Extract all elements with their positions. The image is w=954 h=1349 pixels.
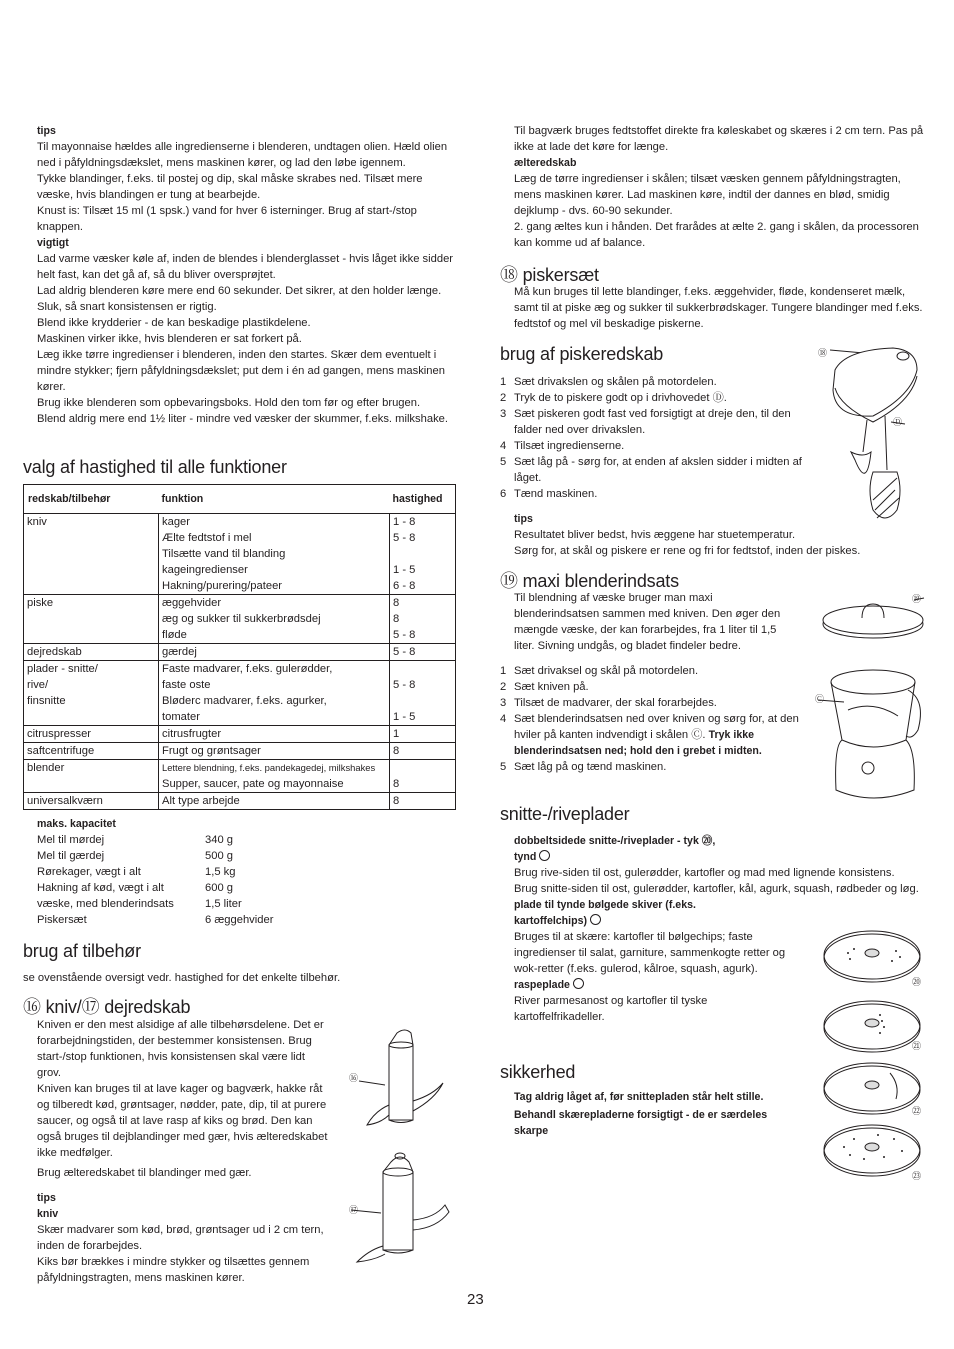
important-paragraph: Blend aldrig mere end 1½ liter - mindre ved væsker der skummer, f.eks. milkshake. xyxy=(37,413,448,425)
tips-paragraph: Til mayonnaise hældes alle ingredienserne i blenderen, undtagen olien. Hæld olien ned i påfyldningsdækslet, mens maskinen kører, og lad den løbe igennem. xyxy=(37,141,448,169)
step-number: 4 xyxy=(500,440,507,452)
cell-line: citrusfrugter xyxy=(162,728,222,740)
step-text: Tænd maskinen. xyxy=(514,488,598,500)
step-text-part: Sæt blenderindsatsen ned over kniven og sørg for, at den hviler på kanten indvendigt i skålen Ⓒ. xyxy=(514,713,799,741)
cell-line: æg og sukker til sukkerbrødsdej xyxy=(162,613,321,625)
table-cell xyxy=(390,743,456,760)
important-paragraph: Lad varme væsker køle af, inden de blendes i blenderglasset - hvis låget ikke sidder helt fast, kan det gå af, så du bliver oversprøjtet. xyxy=(37,253,454,281)
circle-symbol xyxy=(539,850,550,861)
cell-line: 1 - 8 xyxy=(393,516,416,528)
step-number: 3 xyxy=(500,408,507,420)
table-cell xyxy=(390,760,456,793)
step-number: 5 xyxy=(500,761,507,773)
cell-line: Frugt og grøntsager xyxy=(162,745,261,757)
cell-line: 5 - 8 xyxy=(393,646,416,658)
whisk-paragraph: Må kun bruges til lette blandinger, f.eks. æggehvider, fløde, kondenseret mælk, samt til at piske æg og sukker til sukkerbrødskager. Tungere blandinger med f.eks. fedtstof og mel vil beskadige piskerne. xyxy=(514,286,923,330)
step-item xyxy=(500,695,818,711)
step-number: 5 xyxy=(500,456,507,468)
accessory-heading: brug af tilbehør xyxy=(23,941,141,961)
cell-line: Supper, saucer, pate og mayonnaise xyxy=(162,778,344,790)
label-23: ㉓ xyxy=(912,1171,922,1181)
table-cell xyxy=(390,661,456,726)
page-number: 23 xyxy=(467,1291,484,1308)
table-cell xyxy=(24,743,159,760)
step-number: 2 xyxy=(500,681,507,693)
table-cell xyxy=(24,644,159,661)
blend-paragraph: Til blendning af væske bruger man maxi blenderindsatsen sammen med kniven. Den øger den mængde væske, der kan forarbejdes, fra 1 liter til 1,5 liter. Sivning undgås, og bladet findeler bedre. xyxy=(514,592,781,652)
step-text: Sæt låg på og tænd maskinen. xyxy=(514,761,667,773)
cell-line: 8 xyxy=(393,795,400,807)
safety-heading: sikkerhed xyxy=(500,1062,576,1082)
capacity-row xyxy=(37,864,337,880)
cell-line: kager xyxy=(162,516,190,528)
circle-symbol xyxy=(590,914,601,925)
step-item xyxy=(500,759,818,775)
cell-line: 5 - 8 xyxy=(393,532,416,544)
cell-line xyxy=(393,760,452,776)
table-cell xyxy=(390,726,456,743)
cell-line: 8 xyxy=(393,745,400,757)
speed-table xyxy=(23,484,456,810)
knife-tip: Skær madvarer som kød, brød, grøntsager ud i 2 cm tern, inden de forarbejdes. xyxy=(37,1224,324,1252)
capacity-value: 6 æggehvider xyxy=(205,914,274,926)
slice-plate-title-text: dobbeltsidede snitte-/riveplader - tyk ⑳, xyxy=(514,835,716,847)
label-C: Ⓒ xyxy=(815,694,825,704)
blender-insert-illustration xyxy=(818,590,930,810)
capacity-value: 1,5 liter xyxy=(205,898,242,910)
table-header: hastighed xyxy=(390,485,456,514)
step-item xyxy=(500,438,812,454)
use-whisk-heading: brug af piskeredskab xyxy=(500,344,664,364)
accessory-text: se ovenstående oversigt vedr. hastighed for det enkelte tilbehør. xyxy=(23,972,341,984)
step-number: 2 xyxy=(500,392,507,404)
cell-line: piske xyxy=(27,597,54,609)
capacity-block xyxy=(37,816,337,928)
table-cell xyxy=(24,595,159,644)
capacity-item: Hakning af kød, vægt i alt xyxy=(37,882,164,894)
step-number: 4 xyxy=(500,713,507,725)
whisk-tips-title: tips xyxy=(514,513,533,525)
knife-paragraph: Kniven er den mest alsidige af alle tilbehørsdelene. Det er forarbejdningstiden, der bestemmer konsistensen. Brug start-/stop funktionen, hvis konsistensen skal være lidt grov. xyxy=(37,1019,324,1079)
table-cell xyxy=(390,644,456,661)
table-cell xyxy=(24,726,159,743)
table-cell xyxy=(24,760,159,793)
rasp-plate-title-text: raspeplade xyxy=(514,979,570,991)
cell-line: finsnitte xyxy=(27,695,66,707)
knife-section xyxy=(37,1017,331,1286)
step-text: Sæt låg på - sørg for, at enden af akslen sidder i midten af låget. xyxy=(514,456,802,484)
slicing-plates-illustration xyxy=(820,925,930,1190)
safety-section xyxy=(514,1089,804,1139)
rasp-paragraph: River parmesanost og kartofler til tyske kartoffelfrikadeller. xyxy=(514,995,708,1023)
label-22: ㉒ xyxy=(912,1106,922,1116)
cell-line: faste oste xyxy=(162,679,211,691)
dough-tool-illustration xyxy=(345,1150,455,1285)
knife-tips-subtitle: kniv xyxy=(37,1208,59,1220)
capacity-row xyxy=(37,896,337,912)
cell-line xyxy=(393,546,452,562)
step-text xyxy=(514,711,818,759)
important-title: vigtigt xyxy=(37,237,69,249)
step-text: Sæt kniven på. xyxy=(514,681,589,693)
capacity-row xyxy=(37,848,337,864)
table-cell xyxy=(390,514,456,595)
step-item xyxy=(500,374,812,390)
important-paragraph: Brug ikke blenderen som opbevaringsboks. Hold den tom før og efter brugen. xyxy=(37,397,421,409)
cell-line: rive/ xyxy=(27,679,49,691)
important-paragraph: Læg ikke tørre ingredienser i blenderen, inden den startes. Skær dem eventuelt i mindre stykker; fjern påfyldningsdækslet; put dem i én ad gangen, mens maskinen kører. xyxy=(37,349,445,393)
cell-line: fløde xyxy=(162,629,187,641)
capacity-item: Rørekager, vægt i alt xyxy=(37,866,141,878)
tips-title: tips xyxy=(37,125,56,137)
cell-line xyxy=(393,661,452,677)
capacity-value: 1,5 kg xyxy=(205,866,236,878)
step-warning: Tryk ikke blenderindsatsen ned; hold den i grebet i midten. xyxy=(514,729,762,757)
cell-line: gærdej xyxy=(162,646,197,658)
bake-paragraph: Til bagværk bruges fedtstoffet direkte fra køleskabet og skæres i 2 cm tern. Pas på ikke at lade det køre for længe. xyxy=(514,125,924,153)
left-column xyxy=(37,123,457,427)
step-text: Tilsæt de madvarer, der skal forarbejdes. xyxy=(514,697,717,709)
cell-line: kageingredienser xyxy=(162,564,248,576)
cell-line: Lettere blendning, f.eks. pandekagedej, milkshakes xyxy=(162,762,376,773)
cell-line: 5 - 8 xyxy=(393,679,416,691)
cell-line: 8 xyxy=(393,597,400,609)
cell-line: dejredskab xyxy=(27,646,82,658)
cell-line: Tilsætte vand til blanding xyxy=(162,548,286,560)
table-cell xyxy=(159,644,390,661)
slice-paragraph: Brug rive-siden til ost, gulerødder, kartofler og mad med lignende konsistens. Brug snitte-siden til ost, gulerødder, kartofler, kål, agurk, squash, rødbeder og løg. xyxy=(514,867,919,895)
step-item xyxy=(500,711,818,759)
label-18: ⑱ xyxy=(818,348,828,358)
capacity-item: væske, med blenderindsats xyxy=(37,898,174,910)
table-header: funktion xyxy=(159,485,390,514)
cell-line: tomater xyxy=(162,711,200,723)
cell-line: 6 - 8 xyxy=(393,580,416,592)
table-cell xyxy=(159,514,390,595)
whisk-tip: Resultatet bliver bedst, hvis æggene har stuetemperatur. xyxy=(514,529,796,541)
cell-line: 5 - 8 xyxy=(393,629,416,641)
slice-plate-title xyxy=(514,833,920,849)
important-paragraph: Blend ikke krydderier - de kan beskadige plastikdelene. xyxy=(37,317,311,329)
whisk-steps xyxy=(500,374,812,502)
knife-tips-title: tips xyxy=(37,1192,56,1204)
slice-heading: snitte-/riveplader xyxy=(500,804,630,824)
cell-line: Hakning/purering/pateer xyxy=(162,580,283,592)
table-cell xyxy=(24,793,159,810)
whisk-illustration xyxy=(815,340,930,530)
knife-heading: ⑯ kniv/⑰ dejredskab xyxy=(23,997,191,1017)
label-16: ⑯ xyxy=(349,1073,359,1083)
right-top-block xyxy=(514,123,930,251)
table-cell xyxy=(159,743,390,760)
table-cell xyxy=(24,514,159,595)
capacity-item: Piskersæt xyxy=(37,914,87,926)
step-text: Sæt piskeren godt fast ved forsigtigt at dreje den, til den falder ned over drivakslen. xyxy=(514,408,791,436)
table-row xyxy=(24,760,456,793)
step-text: Sæt drivaksel og skål på motordelen. xyxy=(514,665,699,677)
tips-paragraph: Knust is: Tilsæt 15 ml (1 spsk.) vand for hver 6 isterninger. Brug af start-/stop knappen. xyxy=(37,205,417,233)
label-17: ⑰ xyxy=(349,1205,359,1215)
whisk-heading: ⑱ piskersæt xyxy=(500,265,599,285)
important-paragraph: Maskinen virker ikke, hvis blenderen er sat forkert på. xyxy=(37,333,302,345)
wave-paragraph: Bruges til at skære: kartofler til bølgechips; faste ingredienser til salat, garniture, sammenkogte retter og wok-retter (f.eks. gulerod, kålroe, squash, agurk). xyxy=(514,931,786,975)
capacity-value: 340 g xyxy=(205,834,233,846)
cell-line: 8 xyxy=(393,613,400,625)
capacity-value: 600 g xyxy=(205,882,233,894)
table-cell xyxy=(159,726,390,743)
capacity-item: Mel til gærdej xyxy=(37,850,105,862)
table-row xyxy=(24,793,456,810)
step-item xyxy=(500,406,812,438)
safety-warning: Behandl skærepladerne forsigtigt - de er særdeles skarpe xyxy=(514,1109,768,1137)
table-cell xyxy=(390,595,456,644)
cell-line: Bløderc madvarer, f.eks. agurker, xyxy=(162,695,327,707)
cell-line: æggehvider xyxy=(162,597,222,609)
capacity-item: Mel til mørdej xyxy=(37,834,105,846)
cell-line: universalkværn xyxy=(27,795,103,807)
table-row xyxy=(24,726,456,743)
speed-heading: valg af hastighed til alle funktioner xyxy=(23,457,287,477)
capacity-row xyxy=(37,880,337,896)
cell-line: kniv xyxy=(27,516,47,528)
step-number: 1 xyxy=(500,665,507,677)
table-row xyxy=(24,661,456,726)
cell-line: 8 xyxy=(393,778,400,790)
cell-line: plader - snitte/ xyxy=(27,663,98,675)
tips-paragraph: Tykke blandinger, f.eks. til postej og dip, skal måske skrabes ned. Tilsæt mere væske, hvis blandingen er tung at bearbejde. xyxy=(37,173,423,201)
step-text: Tryk de to piskere godt op i drivhovedet Ⓓ. xyxy=(514,392,727,404)
blend-steps xyxy=(500,663,818,775)
dough-paragraph: Læg de tørre ingredienser i skålen; tilsæt væsken gennem påfyldningstragten, mens maskinen kører. Lad maskinen køre, indtil der dannes en blød, smidig dejklump - dvs. 60-90 sekunder. xyxy=(514,173,901,217)
circle-symbol xyxy=(573,978,584,989)
blend-heading: ⑲ maxi blenderindsats xyxy=(500,571,679,591)
capacity-row xyxy=(37,832,337,848)
step-text: Tilsæt ingredienserne. xyxy=(514,440,625,452)
dough-title: ælteredskab xyxy=(514,157,577,169)
step-item xyxy=(500,663,818,679)
capacity-title: maks. kapacitet xyxy=(37,818,116,830)
cell-line: Alt type arbejde xyxy=(162,795,240,807)
cell-line: saftcentrifuge xyxy=(27,745,95,757)
cell-line: Ælte fedtstof i mel xyxy=(162,532,252,544)
knife-tip: Kiks bør brækkes i mindre stykker og tilsættes gennem påfyldningstragten, mens maskinen kører. xyxy=(37,1256,310,1284)
step-item xyxy=(500,454,812,486)
table-row xyxy=(24,595,456,644)
step-number: 6 xyxy=(500,488,507,500)
capacity-row xyxy=(37,912,337,928)
important-paragraph: Lad aldrig blenderen køre mere end 60 sekunder. Det sikrer, at den holder længe. Sluk, så snart konsistensen er rigtig. xyxy=(37,285,442,313)
table-cell xyxy=(159,595,390,644)
table-cell xyxy=(159,760,390,793)
wave-plate-title-text: plade til tynde bølgede skiver (f.eks. kartoffelchips) xyxy=(514,899,696,927)
cell-line xyxy=(393,693,452,709)
cell-line: 1 - 5 xyxy=(393,711,416,723)
table-cell xyxy=(159,661,390,726)
safety-warning: Tag aldrig låget af, før snittepladen står helt stille. xyxy=(514,1091,764,1103)
table-header: redskab/tilbehør xyxy=(24,485,159,514)
table-row xyxy=(24,743,456,760)
whisk-tip: Sørg for, at skål og piskere er rene og fri for fedtstof, inden der piskes. xyxy=(514,545,861,557)
knife-paragraph: Kniven kan bruges til at lave kager og bagværk, hakke råt og tilberedt kød, grøntsager, nødder, pate, dip, til at purere saucer, og også til at lave rasp af kiks og brød. Den kan også bruges til dejblandinger med gær, hvis ælteredskabet ikke medfølger. xyxy=(37,1083,328,1159)
step-text: Sæt drivakslen og skålen på motordelen. xyxy=(514,376,717,388)
table-row xyxy=(24,514,456,595)
wave-plate-title xyxy=(514,897,754,929)
label-20: ⑳ xyxy=(912,977,922,987)
capacity-value: 500 g xyxy=(205,850,233,862)
step-item xyxy=(500,390,812,406)
slice-plate-title-thin xyxy=(514,849,920,865)
knife-paragraph: Brug ælteredskabet til blandinger med gær. xyxy=(37,1167,252,1179)
table-cell xyxy=(24,661,159,726)
step-number: 3 xyxy=(500,697,507,709)
table-row xyxy=(24,644,456,661)
table-cell xyxy=(159,793,390,810)
dough-paragraph: 2. gang æltes kun i hånden. Det frarådes at ælte 2. gang i skålen, da processoren kan komme ud af balance. xyxy=(514,221,919,249)
slice-plate-title-thin-text: tynd xyxy=(514,851,537,863)
cell-line: citruspresser xyxy=(27,728,92,740)
cell-line: Faste madvarer, f.eks. gulerødder, xyxy=(162,663,333,675)
knife-blade-illustration xyxy=(345,1025,455,1150)
label-19: ⑲ xyxy=(912,594,922,604)
step-item xyxy=(500,679,818,695)
cell-line: blender xyxy=(27,762,65,774)
cell-line: 1 xyxy=(393,728,400,740)
label-D: Ⓓ xyxy=(893,417,903,427)
step-item xyxy=(500,486,812,502)
label-21: ㉑ xyxy=(912,1041,922,1051)
table-cell xyxy=(390,793,456,810)
cell-line: 1 - 5 xyxy=(393,564,416,576)
step-number: 1 xyxy=(500,376,507,388)
